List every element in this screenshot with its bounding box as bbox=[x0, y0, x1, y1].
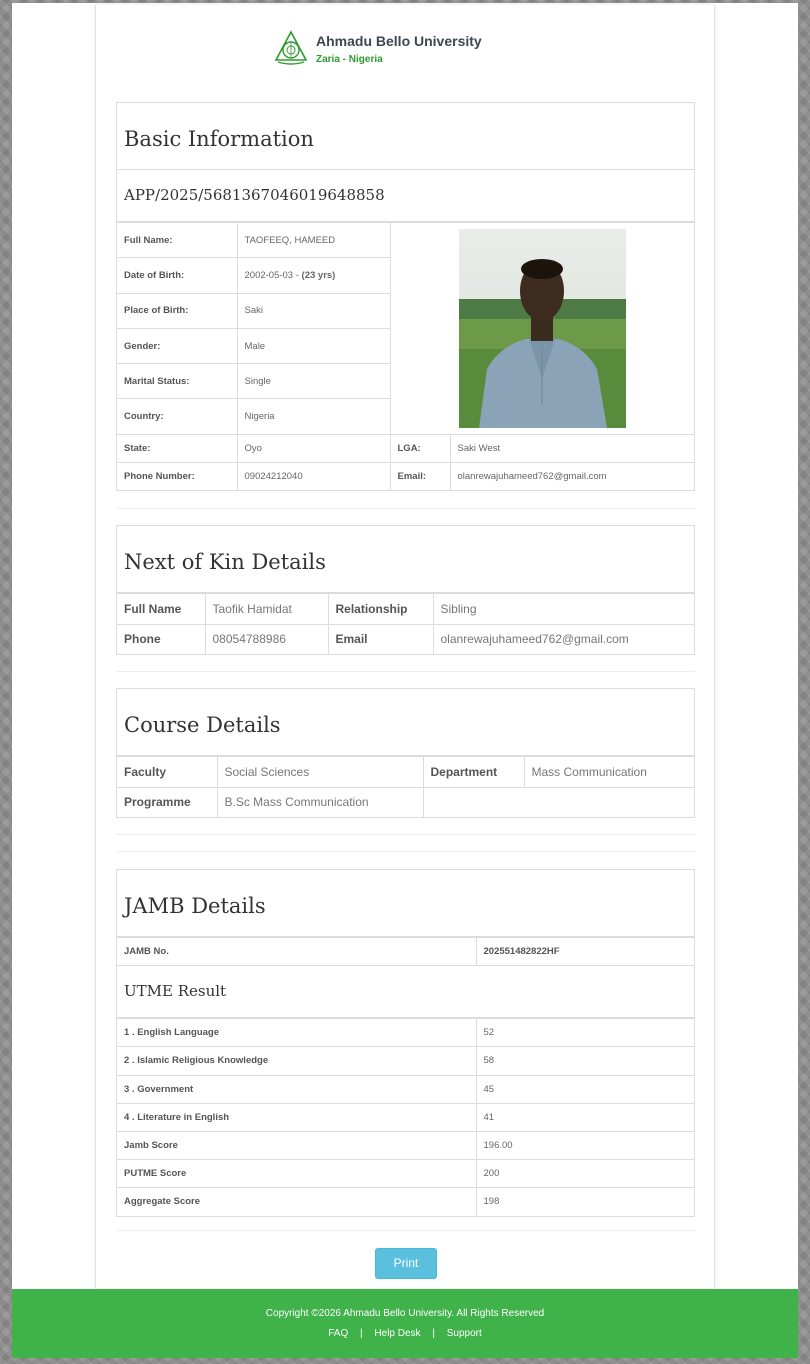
email-label: Email: bbox=[390, 463, 450, 491]
link-separator: | bbox=[432, 1328, 435, 1339]
jamb-score-label: Jamb Score bbox=[117, 1131, 476, 1159]
marital-status-value: Single bbox=[237, 364, 390, 399]
subject-label: 1 . English Language bbox=[117, 1019, 476, 1047]
subject-label: 3 . Government bbox=[117, 1075, 476, 1103]
kin-relationship-value: Sibling bbox=[433, 594, 694, 625]
jamb-number-value: 202551482822HF bbox=[476, 938, 694, 966]
jamb-details-section bbox=[116, 869, 695, 1217]
pob-label: Place of Birth: bbox=[117, 293, 237, 328]
subject-score: 41 bbox=[476, 1103, 694, 1131]
course-details-title: Course Details bbox=[117, 689, 694, 756]
dob-date: 2002-05-03 - bbox=[244, 269, 302, 281]
kin-relationship-label: Relationship bbox=[328, 594, 433, 625]
next-of-kin-title: Next of Kin Details bbox=[117, 526, 694, 593]
country-value: Nigeria bbox=[237, 399, 390, 434]
jamb-number-table bbox=[117, 937, 694, 966]
aggregate-score-value: 198 bbox=[476, 1188, 694, 1216]
next-of-kin-section bbox=[116, 525, 695, 655]
application-number: APP/2025/5681367046019648858 bbox=[117, 170, 694, 222]
empty-cell bbox=[423, 787, 694, 818]
kin-phone-label: Phone bbox=[117, 624, 205, 655]
abu-crest-icon bbox=[274, 30, 308, 66]
state-label: State: bbox=[117, 434, 237, 462]
marital-status-label: Marital Status: bbox=[117, 364, 237, 399]
dob-label: Date of Birth: bbox=[117, 258, 237, 293]
programme-value: B.Sc Mass Communication bbox=[217, 787, 423, 818]
putme-score-label: PUTME Score bbox=[117, 1160, 476, 1188]
email-value: olanrewajuhameed762@gmail.com bbox=[450, 463, 694, 491]
basic-information-section bbox=[116, 102, 695, 491]
divider bbox=[116, 1230, 695, 1231]
aggregate-score-label: Aggregate Score bbox=[117, 1188, 476, 1216]
country-label: Country: bbox=[117, 399, 237, 434]
application-card bbox=[95, 5, 715, 1288]
full-name-label: Full Name: bbox=[117, 223, 237, 258]
copyright-text: Copyright ©2026 Ahmadu Bello University. All Rights Reserved bbox=[265, 1308, 545, 1319]
phone-value: 09024212040 bbox=[237, 463, 390, 491]
putme-score-value: 200 bbox=[476, 1160, 694, 1188]
university-name: Ahmadu Bello University bbox=[316, 32, 482, 49]
subject-label: 4 . Literature in English bbox=[117, 1103, 476, 1131]
jamb-number-label: JAMB No. bbox=[117, 938, 476, 966]
kin-phone-value: 08054788986 bbox=[205, 624, 328, 655]
passport-photo-cell bbox=[390, 223, 694, 435]
help-desk-link[interactable]: Help Desk bbox=[374, 1328, 421, 1339]
divider bbox=[116, 851, 695, 852]
age: (23 yrs) bbox=[301, 269, 336, 281]
faq-link[interactable]: FAQ bbox=[328, 1328, 349, 1339]
site-header bbox=[274, 27, 482, 69]
phone-label: Phone Number: bbox=[117, 463, 237, 491]
print-button[interactable]: Print bbox=[375, 1248, 437, 1279]
course-details-section bbox=[116, 688, 695, 818]
state-value: Oyo bbox=[237, 434, 390, 462]
passport-photo bbox=[459, 229, 626, 428]
department-value: Mass Communication bbox=[524, 757, 694, 788]
next-of-kin-table bbox=[117, 593, 694, 655]
university-location: Zaria - Nigeria bbox=[316, 53, 383, 65]
jamb-score-value: 196.00 bbox=[476, 1131, 694, 1159]
kin-name-value: Taofik Hamidat bbox=[205, 594, 328, 625]
utme-result-table bbox=[117, 1018, 694, 1216]
gender-value: Male bbox=[237, 328, 390, 363]
dob-value bbox=[237, 258, 390, 293]
utme-result-title: UTME Result bbox=[117, 966, 694, 1018]
subject-score: 52 bbox=[476, 1019, 694, 1047]
divider bbox=[116, 671, 695, 672]
lga-value: Saki West bbox=[450, 434, 694, 462]
kin-email-label: Email bbox=[328, 624, 433, 655]
gender-label: Gender: bbox=[117, 328, 237, 363]
faculty-value: Social Sciences bbox=[217, 757, 423, 788]
basic-information-title: Basic Information bbox=[117, 103, 694, 170]
programme-label: Programme bbox=[117, 787, 217, 818]
faculty-label: Faculty bbox=[117, 757, 217, 788]
divider bbox=[116, 834, 695, 835]
subject-label: 2 . Islamic Religious Knowledge bbox=[117, 1047, 476, 1075]
full-name-value: TAOFEEQ, HAMEED bbox=[237, 223, 390, 258]
lga-label: LGA: bbox=[390, 434, 450, 462]
course-details-table bbox=[117, 756, 694, 818]
department-label: Department bbox=[423, 757, 524, 788]
kin-name-label: Full Name bbox=[117, 594, 205, 625]
subject-score: 45 bbox=[476, 1075, 694, 1103]
subject-score: 58 bbox=[476, 1047, 694, 1075]
support-link[interactable]: Support bbox=[446, 1328, 482, 1339]
link-separator: | bbox=[360, 1328, 363, 1339]
basic-info-table bbox=[117, 222, 694, 491]
pob-value: Saki bbox=[237, 293, 390, 328]
site-footer bbox=[12, 1289, 798, 1358]
footer-links bbox=[12, 1328, 798, 1339]
divider bbox=[116, 508, 695, 509]
kin-email-value: olanrewajuhameed762@gmail.com bbox=[433, 624, 694, 655]
jamb-details-title: JAMB Details bbox=[117, 870, 694, 937]
